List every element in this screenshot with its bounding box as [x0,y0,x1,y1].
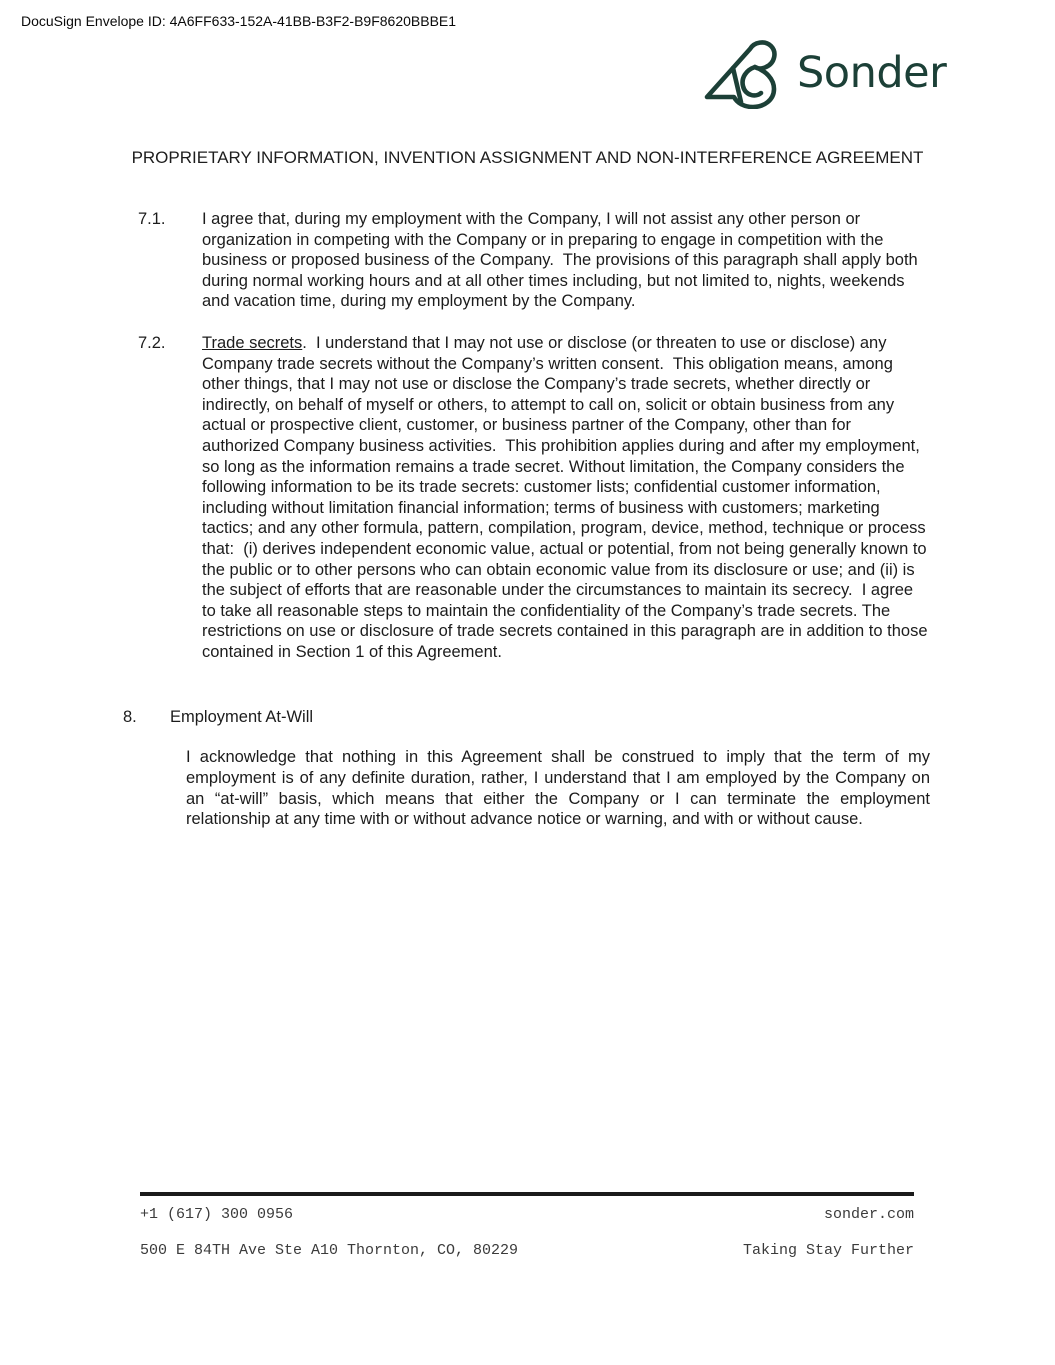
section-8-heading [123,707,313,728]
footer-phone: +1 (617) 300 0956 [140,1206,294,1223]
clause-text [202,333,933,663]
document-title: PROPRIETARY INFORMATION, INVENTION ASSIGNMENT AND NON-INTERFERENCE AGREEMENT [131,148,924,167]
clause-number: 7.2. [138,334,166,352]
footer-tagline: Taking Stay Further [742,1242,914,1259]
footer-address: 500 E 84TH Ave Ste A10 Thornton, CO, 80229 [140,1242,519,1259]
clause-text: I agree that, during my employment with the Company, I will not assist any other person or organization in competing with the Company or in preparing to engage in competition with the business or proposed business of the Company. The provisions of this paragraph shall apply both during normal working hours and at all other times including, but not limited to, nights, weekends and vacation time, during my employment by the Company. [202,210,923,311]
section-heading-label: Employment At-Will [170,708,314,726]
clause-text-body: . I understand that I may not use or disclose (or threaten to use or disclose) any Company trade secrets without the Company’s written consent. This obligation means, among other things, that I may not use or disclose the Company’s trade secrets, whether directly or indirectly, on behalf of myself or others, to attempt to call on, solicit or obtain business from any actual or prospective client, customer, or business partner of the Company, other than for authorized Company business activities. This prohibition applies during and after my employment, so long as the information remains a trade secret. Without limitation, the Company considers the following information to be its trade secrets: customer lists; confidential customer information, including without limitation financial information; terms of business with customers; marketing tactics; and any other formula, pattern, compilation, program, device, method, technique or process that: (i) derives independent economic value, actual or potential, from not being generally known to the public or to other persons who can obtain economic value from its disclosure or use; and (ii) is the subject of efforts that are reasonable under the circumstances to maintain its secrecy. I agree to take all reasonable steps to maintain the confidentiality of the Company’s trade secrets. The restrictions on use or disclosure of trade secrets contained in this paragraph are in addition to those contained in Section 1 of this Agreement. [202,334,933,661]
docusign-envelope-id: DocuSign Envelope ID: 4A6FF633-152A-41BB-B3F2-B9F8620BBBE1 [21,13,457,29]
section-number: 8. [123,708,137,726]
footer-website: sonder.com [823,1206,914,1223]
footer-divider [140,1192,914,1196]
section-8-body: I acknowledge that nothing in this Agreement shall be construed to imply that the term of my employment is of any definite duration, rather, I understand that I am employed by the Company on an “at-will” basis, which means that either the Company or I can terminate the employment relationship at any time with or without advance notice or warning, and with or without cause. [186,748,935,829]
sonder-logo [702,36,946,110]
clause-7-1 [138,209,930,312]
footer-row-1 [140,1206,914,1223]
sonder-bird-icon [702,37,782,109]
sonder-wordmark: Sonder [797,47,947,98]
clause-7-2 [138,333,933,663]
page-footer [140,1192,914,1259]
clause-number: 7.1. [138,210,166,228]
footer-row-2 [140,1242,914,1259]
trade-secrets-label: Trade secrets [202,334,303,352]
